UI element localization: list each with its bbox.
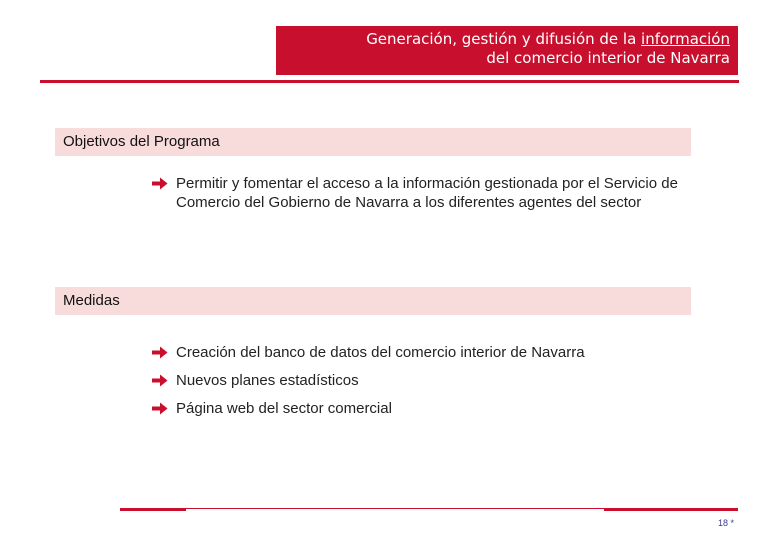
list-item-text: Creación del banco de datos del comercio interior de Navarra — [176, 344, 585, 361]
list-item — [152, 343, 585, 362]
footer-accent-left — [120, 508, 186, 511]
list-item-text: Página web del sector comercial — [176, 400, 392, 417]
list-item — [152, 174, 692, 212]
slide-title-line-2: del comercio interior de Navarra — [486, 49, 730, 67]
arrow-right-icon — [152, 177, 168, 190]
underlined-word: información — [641, 30, 730, 48]
section-heading-objetivos: Objetivos del Programa — [55, 128, 691, 156]
arrow-right-icon — [152, 402, 168, 415]
title-divider — [40, 80, 739, 83]
arrow-right-icon — [152, 374, 168, 387]
list-item-text: Nuevos planes estadísticos — [176, 372, 359, 389]
list-item — [152, 399, 392, 418]
list-item-text: Permitir y fomentar el acceso a la información gestionada por el Servicio de Comercio del Gobierno de Navarra a los diferentes agentes del sector — [176, 175, 678, 211]
slide-title — [276, 26, 738, 75]
page-number: 18 * — [717, 518, 734, 528]
arrow-right-icon — [152, 346, 168, 359]
footer-accent-right — [604, 508, 738, 511]
slide-title-line-1: Generación, gestión y difusión de la información — [366, 30, 730, 48]
list-item — [152, 371, 359, 390]
section-heading-medidas: Medidas — [55, 287, 691, 315]
